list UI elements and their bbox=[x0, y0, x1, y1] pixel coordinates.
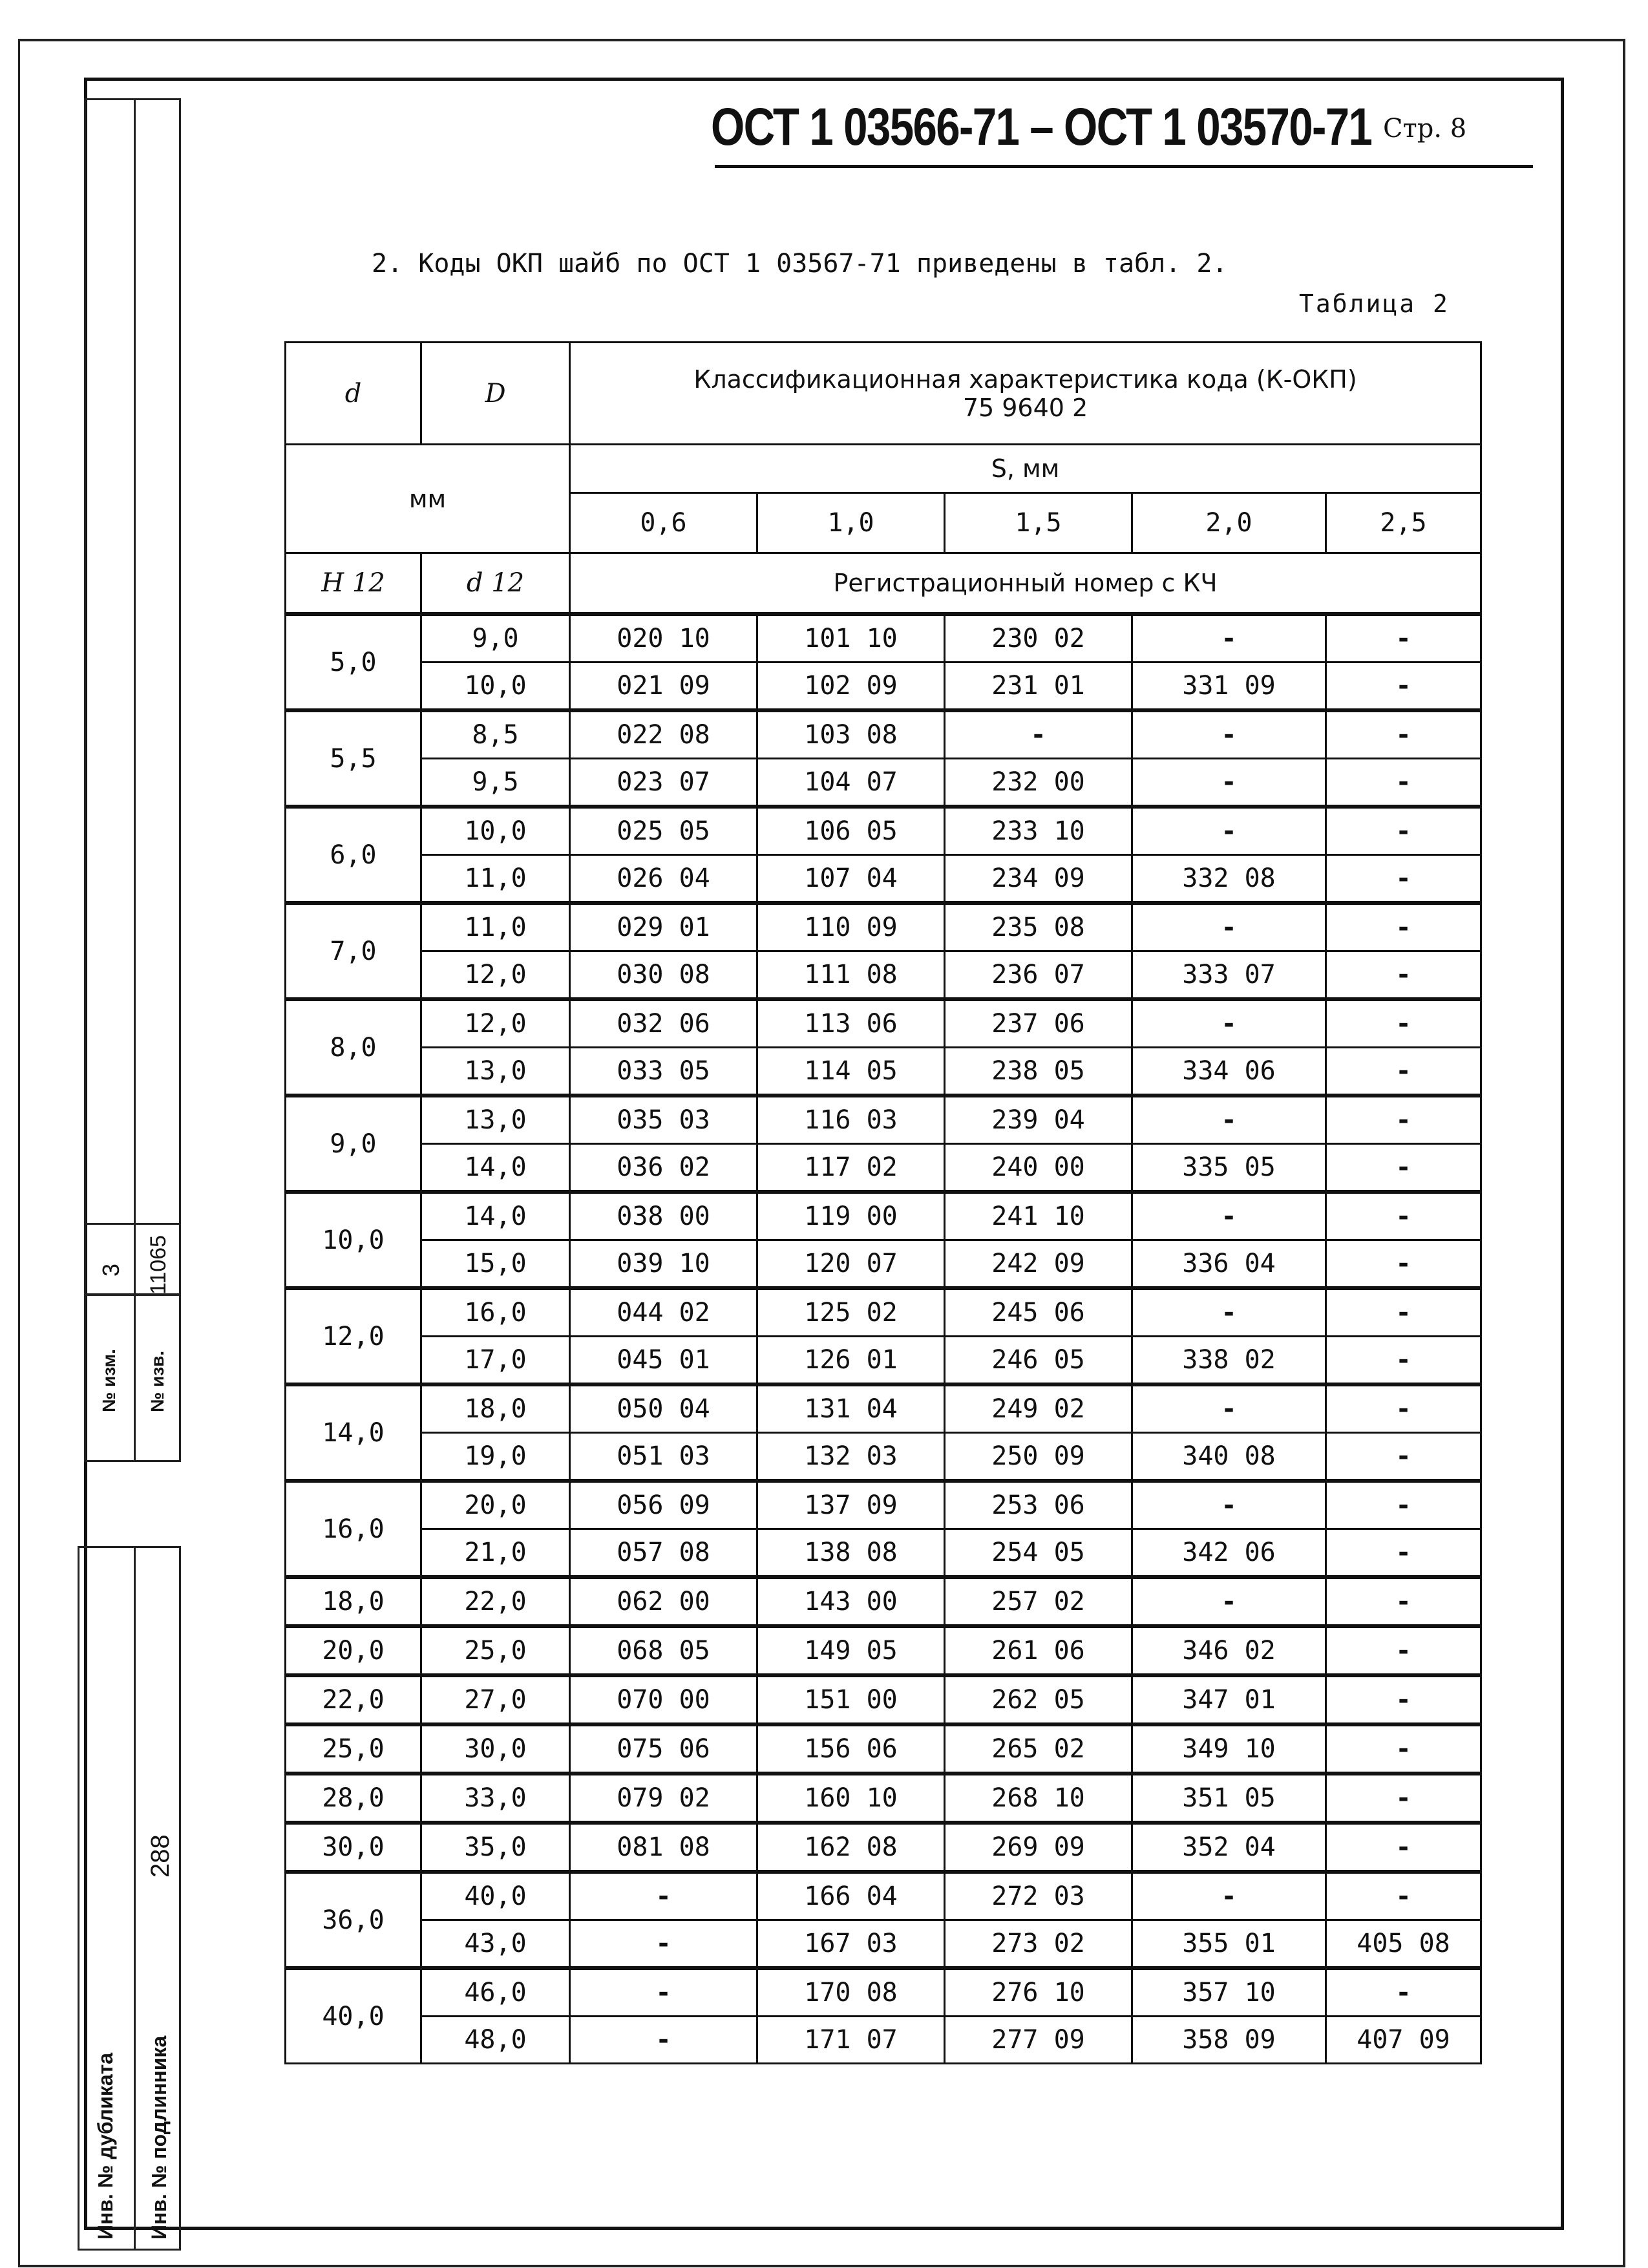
code-cell: 102 09 bbox=[757, 662, 945, 711]
code-cell: 241 10 bbox=[945, 1192, 1132, 1240]
table-row bbox=[286, 1144, 1481, 1192]
code-cell: 332 08 bbox=[1132, 855, 1326, 904]
table-row bbox=[286, 1337, 1481, 1385]
outer-diameter-cell: 15,0 bbox=[421, 1240, 570, 1289]
code-cell: 160 10 bbox=[757, 1774, 945, 1823]
code-cell: - bbox=[945, 710, 1132, 759]
code-cell: 117 02 bbox=[757, 1144, 945, 1192]
code-cell: - bbox=[570, 1872, 757, 1920]
code-cell: 238 05 bbox=[945, 1048, 1132, 1096]
code-cell: - bbox=[1326, 807, 1481, 855]
code-cell: - bbox=[1132, 759, 1326, 807]
code-cell: - bbox=[1326, 662, 1481, 711]
table-row bbox=[286, 1626, 1481, 1675]
outer-diameter-cell: 30,0 bbox=[421, 1724, 570, 1774]
code-cell: 171 07 bbox=[757, 2017, 945, 2064]
code-cell: - bbox=[1326, 903, 1481, 951]
code-cell: 232 00 bbox=[945, 759, 1132, 807]
code-cell: 347 01 bbox=[1132, 1675, 1326, 1724]
outer-diameter-cell: 13,0 bbox=[421, 1096, 570, 1144]
outer-diameter-cell: 13,0 bbox=[421, 1048, 570, 1096]
code-cell: 249 02 bbox=[945, 1384, 1132, 1433]
code-cell: 103 08 bbox=[757, 710, 945, 759]
inner-diameter-cell: 5,0 bbox=[286, 614, 421, 710]
inner-diameter-cell: 30,0 bbox=[286, 1823, 421, 1872]
thickness-0: 0,6 bbox=[570, 493, 757, 553]
inner-diameter-cell: 6,0 bbox=[286, 807, 421, 903]
table-row bbox=[286, 1192, 1481, 1240]
page-number: Стр. 8 bbox=[1383, 114, 1467, 143]
code-cell: 020 10 bbox=[570, 614, 757, 662]
code-cell: - bbox=[570, 1920, 757, 1969]
code-cell: 156 06 bbox=[757, 1724, 945, 1774]
code-cell: - bbox=[1326, 614, 1481, 662]
orig-no-label: Инв. № подлинника bbox=[147, 2035, 171, 2240]
table-row bbox=[286, 1433, 1481, 1481]
code-cell: - bbox=[1326, 951, 1481, 1000]
code-cell: 051 03 bbox=[570, 1433, 757, 1481]
code-cell: 342 06 bbox=[1132, 1529, 1326, 1578]
code-cell: - bbox=[1132, 1096, 1326, 1144]
inner-diameter-cell: 7,0 bbox=[286, 903, 421, 999]
inner-diameter-cell: 9,0 bbox=[286, 1096, 421, 1192]
inner-diameter-cell: 20,0 bbox=[286, 1626, 421, 1675]
code-cell: - bbox=[1326, 1626, 1481, 1675]
code-cell: 334 06 bbox=[1132, 1048, 1326, 1096]
notice-no-value: 11065 bbox=[146, 1235, 171, 1295]
table-row bbox=[286, 855, 1481, 904]
outer-diameter-cell: 33,0 bbox=[421, 1774, 570, 1823]
table-row bbox=[286, 1920, 1481, 1969]
code-cell: - bbox=[1326, 710, 1481, 759]
code-cell: 113 06 bbox=[757, 999, 945, 1048]
code-cell: 131 04 bbox=[757, 1384, 945, 1433]
code-cell: 254 05 bbox=[945, 1529, 1132, 1578]
code-cell: - bbox=[570, 2017, 757, 2064]
code-cell: - bbox=[1326, 1240, 1481, 1289]
code-cell: 110 09 bbox=[757, 903, 945, 951]
outer-diameter-cell: 16,0 bbox=[421, 1288, 570, 1337]
code-cell: 079 02 bbox=[570, 1774, 757, 1823]
code-cell: 407 09 bbox=[1326, 2017, 1481, 2064]
outer-diameter-cell: 22,0 bbox=[421, 1577, 570, 1626]
dup-no-label: Инв. № дубликата bbox=[94, 2052, 117, 2240]
code-cell: 167 03 bbox=[757, 1920, 945, 1969]
code-cell: 101 10 bbox=[757, 614, 945, 662]
code-cell: 269 09 bbox=[945, 1823, 1132, 1872]
code-cell: - bbox=[1326, 759, 1481, 807]
code-cell: - bbox=[1326, 1144, 1481, 1192]
table-row bbox=[286, 2017, 1481, 2064]
thickness-1: 1,0 bbox=[757, 493, 945, 553]
thickness-3: 2,0 bbox=[1132, 493, 1326, 553]
table-row bbox=[286, 1823, 1481, 1872]
code-cell: - bbox=[1132, 1577, 1326, 1626]
inner-diameter-cell: 16,0 bbox=[286, 1481, 421, 1577]
code-cell: - bbox=[1326, 1433, 1481, 1481]
code-cell: 032 06 bbox=[570, 999, 757, 1048]
table-row bbox=[286, 1096, 1481, 1144]
code-cell: 250 09 bbox=[945, 1433, 1132, 1481]
code-cell: - bbox=[1326, 1096, 1481, 1144]
code-cell: 235 08 bbox=[945, 903, 1132, 951]
code-cell: 233 10 bbox=[945, 807, 1132, 855]
code-cell: 021 09 bbox=[570, 662, 757, 711]
code-cell: 405 08 bbox=[1326, 1920, 1481, 1969]
outer-diameter-cell: 11,0 bbox=[421, 855, 570, 904]
inner-diameter-cell: 5,5 bbox=[286, 710, 421, 807]
code-cell: - bbox=[1326, 1337, 1481, 1385]
code-cell: 075 06 bbox=[570, 1724, 757, 1774]
code-cell: 111 08 bbox=[757, 951, 945, 1000]
change-no-value: 3 bbox=[98, 1263, 124, 1277]
code-cell: 277 09 bbox=[945, 2017, 1132, 2064]
table-row bbox=[286, 614, 1481, 662]
code-cell: 170 08 bbox=[757, 1968, 945, 2017]
inner-diameter-cell: 10,0 bbox=[286, 1192, 421, 1288]
header-d: d bbox=[286, 343, 421, 445]
code-cell: 257 02 bbox=[945, 1577, 1132, 1626]
orig-no-value: 288 bbox=[146, 1834, 174, 1878]
table-row bbox=[286, 1384, 1481, 1433]
table-caption: Таблица 2 bbox=[1299, 290, 1450, 318]
code-cell: 070 00 bbox=[570, 1675, 757, 1724]
code-cell: - bbox=[1326, 1481, 1481, 1529]
code-cell: 022 08 bbox=[570, 710, 757, 759]
table-row bbox=[286, 1577, 1481, 1626]
code-cell: 333 07 bbox=[1132, 951, 1326, 1000]
code-cell: 237 06 bbox=[945, 999, 1132, 1048]
code-cell: - bbox=[1132, 807, 1326, 855]
outer-diameter-cell: 27,0 bbox=[421, 1675, 570, 1724]
code-cell: 035 03 bbox=[570, 1096, 757, 1144]
code-cell: 143 00 bbox=[757, 1577, 945, 1626]
table-row bbox=[286, 710, 1481, 759]
inner-diameter-cell: 36,0 bbox=[286, 1872, 421, 1968]
outer-diameter-cell: 14,0 bbox=[421, 1144, 570, 1192]
outer-diameter-cell: 25,0 bbox=[421, 1626, 570, 1675]
table-row bbox=[286, 1529, 1481, 1578]
table-row bbox=[286, 1968, 1481, 2017]
outer-diameter-cell: 12,0 bbox=[421, 951, 570, 1000]
code-cell: 039 10 bbox=[570, 1240, 757, 1289]
header-reg-number: Регистрационный номер с КЧ bbox=[570, 553, 1481, 615]
code-cell: 030 08 bbox=[570, 951, 757, 1000]
code-cell: - bbox=[1326, 1288, 1481, 1337]
inner-diameter-cell: 8,0 bbox=[286, 999, 421, 1096]
outer-diameter-cell: 18,0 bbox=[421, 1384, 570, 1433]
code-cell: 346 02 bbox=[1132, 1626, 1326, 1675]
inner-diameter-cell: 12,0 bbox=[286, 1288, 421, 1384]
table-row bbox=[286, 807, 1481, 855]
code-cell: 349 10 bbox=[1132, 1724, 1326, 1774]
code-cell: 253 06 bbox=[945, 1481, 1132, 1529]
code-cell: - bbox=[1326, 1823, 1481, 1872]
code-cell: - bbox=[1132, 1872, 1326, 1920]
code-cell: 242 09 bbox=[945, 1240, 1132, 1289]
header-unit: мм bbox=[286, 445, 570, 553]
outer-diameter-cell: 12,0 bbox=[421, 999, 570, 1048]
code-cell: 107 04 bbox=[757, 855, 945, 904]
outer-diameter-cell: 9,5 bbox=[421, 759, 570, 807]
code-cell: 352 04 bbox=[1132, 1823, 1326, 1872]
code-cell: 023 07 bbox=[570, 759, 757, 807]
code-cell: 149 05 bbox=[757, 1626, 945, 1675]
code-cell: 335 05 bbox=[1132, 1144, 1326, 1192]
table-row bbox=[286, 1481, 1481, 1529]
dup-no-cell bbox=[78, 1546, 136, 2251]
code-cell: 137 09 bbox=[757, 1481, 945, 1529]
code-cell: 151 00 bbox=[757, 1675, 945, 1724]
code-cell: - bbox=[1326, 1774, 1481, 1823]
code-cell: 104 07 bbox=[757, 759, 945, 807]
code-cell: 056 09 bbox=[570, 1481, 757, 1529]
code-cell: 132 03 bbox=[757, 1433, 945, 1481]
outer-diameter-cell: 10,0 bbox=[421, 807, 570, 855]
code-cell: - bbox=[1132, 710, 1326, 759]
outer-diameter-cell: 9,0 bbox=[421, 614, 570, 662]
code-cell: 276 10 bbox=[945, 1968, 1132, 2017]
outer-diameter-cell: 40,0 bbox=[421, 1872, 570, 1920]
code-cell: 114 05 bbox=[757, 1048, 945, 1096]
code-cell: - bbox=[1132, 1384, 1326, 1433]
code-cell: - bbox=[1132, 1288, 1326, 1337]
table-row bbox=[286, 1675, 1481, 1724]
code-cell: 126 01 bbox=[757, 1337, 945, 1385]
table-row bbox=[286, 1724, 1481, 1774]
code-cell: 358 09 bbox=[1132, 2017, 1326, 2064]
code-cell: 246 05 bbox=[945, 1337, 1132, 1385]
code-cell: 120 07 bbox=[757, 1240, 945, 1289]
outer-diameter-cell: 11,0 bbox=[421, 903, 570, 951]
tolerance-D: d 12 bbox=[421, 553, 570, 615]
code-cell: - bbox=[1132, 1192, 1326, 1240]
header-classification bbox=[570, 343, 1481, 445]
code-cell: 125 02 bbox=[757, 1288, 945, 1337]
code-cell: 272 03 bbox=[945, 1872, 1132, 1920]
code-cell: 357 10 bbox=[1132, 1968, 1326, 2017]
thickness-2: 1,5 bbox=[945, 493, 1132, 553]
code-cell: 036 02 bbox=[570, 1144, 757, 1192]
code-cell: 081 08 bbox=[570, 1823, 757, 1872]
code-cell: 340 08 bbox=[1132, 1433, 1326, 1481]
code-cell: 029 01 bbox=[570, 903, 757, 951]
code-cell: 231 01 bbox=[945, 662, 1132, 711]
code-cell: 262 05 bbox=[945, 1675, 1132, 1724]
code-cell: - bbox=[1326, 999, 1481, 1048]
table-row bbox=[286, 662, 1481, 711]
code-cell: - bbox=[1326, 1724, 1481, 1774]
code-cell: - bbox=[1132, 1481, 1326, 1529]
code-cell: - bbox=[570, 1968, 757, 2017]
outer-diameter-cell: 8,5 bbox=[421, 710, 570, 759]
code-cell: - bbox=[1326, 1529, 1481, 1578]
code-cell: 236 07 bbox=[945, 951, 1132, 1000]
code-cell: - bbox=[1326, 1872, 1481, 1920]
code-cell: 273 02 bbox=[945, 1920, 1132, 1969]
code-cell: 239 04 bbox=[945, 1096, 1132, 1144]
thickness-4: 2,5 bbox=[1326, 493, 1481, 553]
notice-no-label: № изв. bbox=[147, 1350, 167, 1412]
header-D: D bbox=[421, 343, 570, 445]
code-cell: 033 05 bbox=[570, 1048, 757, 1096]
code-cell: 230 02 bbox=[945, 614, 1132, 662]
code-cell: 261 06 bbox=[945, 1626, 1132, 1675]
inner-diameter-cell: 14,0 bbox=[286, 1384, 421, 1481]
table-row bbox=[286, 1288, 1481, 1337]
code-cell: 068 05 bbox=[570, 1626, 757, 1675]
classification-code: 75 9640 2 bbox=[962, 393, 1088, 422]
stamp-column bbox=[84, 98, 181, 2251]
inner-diameter-cell: 28,0 bbox=[286, 1774, 421, 1823]
code-cell: 057 08 bbox=[570, 1529, 757, 1578]
code-cell: - bbox=[1132, 614, 1326, 662]
outer-diameter-cell: 10,0 bbox=[421, 662, 570, 711]
code-cell: - bbox=[1326, 1675, 1481, 1724]
orig-no-cell bbox=[134, 1546, 181, 2251]
code-cell: 240 00 bbox=[945, 1144, 1132, 1192]
code-cell: - bbox=[1132, 999, 1326, 1048]
code-cell: - bbox=[1326, 855, 1481, 904]
code-cell: - bbox=[1326, 1577, 1481, 1626]
code-cell: 138 08 bbox=[757, 1529, 945, 1578]
code-cell: - bbox=[1326, 1048, 1481, 1096]
table-row bbox=[286, 1774, 1481, 1823]
outer-diameter-cell: 48,0 bbox=[421, 2017, 570, 2064]
outer-diameter-cell: 21,0 bbox=[421, 1529, 570, 1578]
table-row bbox=[286, 1048, 1481, 1096]
code-cell: 265 02 bbox=[945, 1724, 1132, 1774]
header-thickness: S, мм bbox=[570, 445, 1481, 493]
outer-diameter-cell: 20,0 bbox=[421, 1481, 570, 1529]
document-header bbox=[711, 97, 1532, 175]
code-cell: 062 00 bbox=[570, 1577, 757, 1626]
code-cell: 119 00 bbox=[757, 1192, 945, 1240]
change-no-label: № изм. bbox=[99, 1349, 119, 1412]
code-cell: 045 01 bbox=[570, 1337, 757, 1385]
table-row bbox=[286, 1872, 1481, 1920]
code-cell: 336 04 bbox=[1132, 1240, 1326, 1289]
code-cell: 162 08 bbox=[757, 1823, 945, 1872]
code-cell: - bbox=[1326, 1968, 1481, 2017]
code-cell: 026 04 bbox=[570, 855, 757, 904]
code-cell: 331 09 bbox=[1132, 662, 1326, 711]
outer-diameter-cell: 35,0 bbox=[421, 1823, 570, 1872]
table-row bbox=[286, 1240, 1481, 1289]
change-no-cell bbox=[84, 1294, 136, 1462]
outer-diameter-cell: 43,0 bbox=[421, 1920, 570, 1969]
outer-diameter-cell: 17,0 bbox=[421, 1337, 570, 1385]
code-cell: 351 05 bbox=[1132, 1774, 1326, 1823]
code-cell: 234 09 bbox=[945, 855, 1132, 904]
inner-diameter-cell: 22,0 bbox=[286, 1675, 421, 1724]
table-row bbox=[286, 903, 1481, 951]
table-row bbox=[286, 999, 1481, 1048]
code-cell: 166 04 bbox=[757, 1872, 945, 1920]
outer-diameter-cell: 14,0 bbox=[421, 1192, 570, 1240]
code-cell: 038 00 bbox=[570, 1192, 757, 1240]
inner-diameter-cell: 18,0 bbox=[286, 1577, 421, 1626]
outer-diameter-cell: 46,0 bbox=[421, 1968, 570, 2017]
table-row bbox=[286, 951, 1481, 1000]
outer-diameter-cell: 19,0 bbox=[421, 1433, 570, 1481]
code-cell: 268 10 bbox=[945, 1774, 1132, 1823]
code-cell: 245 06 bbox=[945, 1288, 1132, 1337]
code-cell: - bbox=[1326, 1384, 1481, 1433]
code-cell: 116 03 bbox=[757, 1096, 945, 1144]
table-row bbox=[286, 759, 1481, 807]
notice-no-cell bbox=[134, 1294, 181, 1462]
code-cell: 338 02 bbox=[1132, 1337, 1326, 1385]
standard-number: ОСТ 1 03566-71 – ОСТ 1 03570-71 bbox=[711, 98, 1372, 156]
code-cell: 106 05 bbox=[757, 807, 945, 855]
code-cell: 025 05 bbox=[570, 807, 757, 855]
code-cell: 050 04 bbox=[570, 1384, 757, 1433]
code-cell: - bbox=[1326, 1192, 1481, 1240]
classification-label: Классификационная характеристика кода (К-ОКП) bbox=[693, 365, 1357, 394]
inner-diameter-cell: 40,0 bbox=[286, 1968, 421, 2064]
header-rule bbox=[715, 165, 1533, 168]
code-cell: - bbox=[1132, 903, 1326, 951]
inner-diameter-cell: 25,0 bbox=[286, 1724, 421, 1774]
tolerance-d: H 12 bbox=[286, 553, 421, 615]
okp-codes-table bbox=[284, 341, 1482, 2064]
code-cell: 355 01 bbox=[1132, 1920, 1326, 1969]
intro-text: 2. Коды ОКП шайб по ОСТ 1 03567-71 приведены в табл. 2. bbox=[372, 249, 1228, 279]
code-cell: 044 02 bbox=[570, 1288, 757, 1337]
